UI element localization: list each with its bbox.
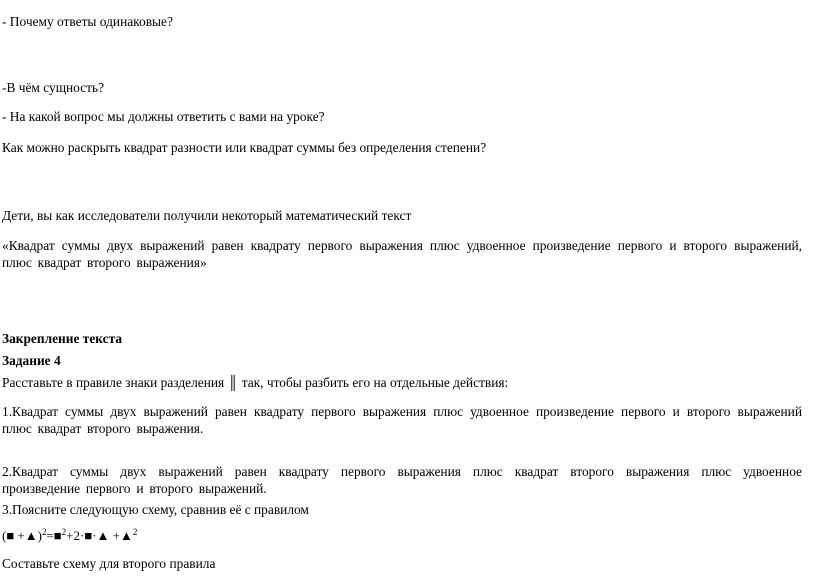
instruction-before: Расставьте в правиле знаки разделения xyxy=(2,375,225,390)
rule-quote: «Квадрат суммы двух выражений равен квадрату первого выражения плюс удвоенное произведение первого и второго выражений, плюс квадрат второго выражения» xyxy=(2,238,802,270)
question-essence: -В чём сущность? xyxy=(2,80,105,95)
separator-symbol: ║ xyxy=(228,375,238,390)
instruction-after: так, чтобы разбить его на отдельные действия: xyxy=(241,375,509,390)
rule-item-3: 3.Поясните следующую схему, сравнив её с правилом xyxy=(2,502,309,517)
task-instruction xyxy=(2,375,802,391)
rule-item-1: 1.Квадрат суммы двух выражений равен квадрату первого выражения плюс удвоенное произведение первого и второго выражений плюс квадрат второго выражения. xyxy=(2,404,802,436)
question-lesson: - На какой вопрос мы должны ответить с вами на уроке? xyxy=(2,109,325,124)
task-heading: Задание 4 xyxy=(2,353,61,368)
intro-text: Дети, вы как исследователи получили некоторый математический текст xyxy=(2,208,412,223)
closing-task: Составьте схему для второго правила xyxy=(2,556,216,571)
formula-exponent-2: 2 xyxy=(61,527,67,537)
scheme-formula xyxy=(2,524,802,544)
formula-exponent-1: 2 xyxy=(41,527,47,537)
question-expand-square: Как можно раскрыть квадрат разности или квадрат суммы без определения степени? xyxy=(2,140,487,155)
formula-exponent-3: 2 xyxy=(132,527,138,537)
formula-rest: +2·■·▲ +▲ xyxy=(66,528,133,543)
section-heading: Закрепление текста xyxy=(2,331,123,346)
formula-open: (■ +▲) xyxy=(2,528,42,543)
formula-mid: =■ xyxy=(46,528,62,543)
question-why-same: - Почему ответы одинаковые? xyxy=(2,14,173,29)
rule-item-2: 2.Квадрат суммы двух выражений равен квадрату первого выражения плюс квадрат второго выражения плюс удвоенное произведение первого и второго выражений. xyxy=(2,464,802,496)
